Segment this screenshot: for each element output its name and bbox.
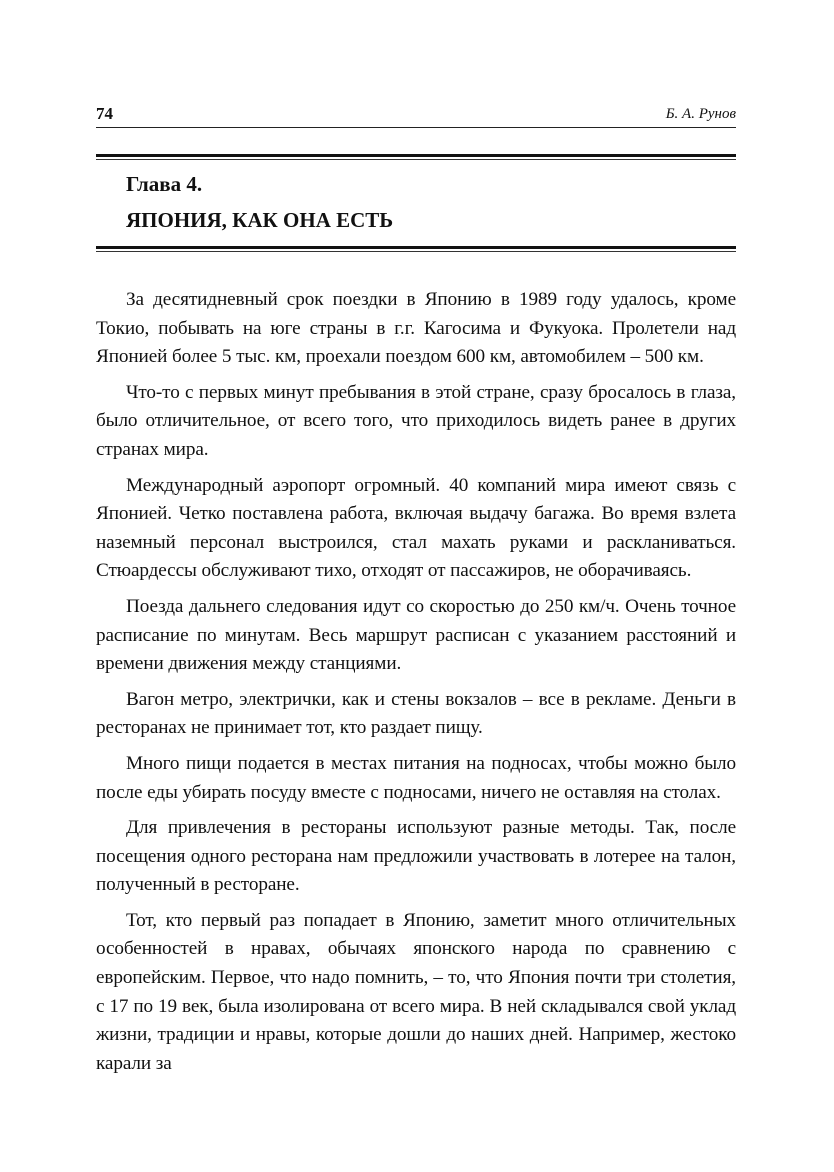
body-text xyxy=(96,286,736,1085)
chapter-title: ЯПОНИЯ, КАК ОНА ЕСТЬ xyxy=(126,208,394,232)
chapter-top-rule-thin xyxy=(96,159,736,160)
paragraph: Что-то с первых минут пребывания в этой стране, сразу бросалось в глаза, было отличительное, от всего того, что приходилось видеть ранее в других странах мира. xyxy=(96,381,736,460)
running-header-author: Б. А. Рунов xyxy=(665,106,736,122)
page-header xyxy=(96,104,736,128)
chapter-bottom-rule-thick xyxy=(96,246,736,249)
header-rule xyxy=(96,127,736,128)
page-number: 74 xyxy=(96,104,113,123)
paragraph: Для привлечения в рестораны используют разные методы. Так, после посещения одного ресторана нам предложили участвовать в лотерее на талон, полученный в ресторане. xyxy=(96,817,736,896)
chapter-bottom-rule-thin xyxy=(96,251,736,252)
paragraph: Поезда дальнего следования идут со скоростью до 250 км/ч. Очень точное расписание по минутам. Весь маршрут расписан с указанием расстояний и времени движения между станциями. xyxy=(96,595,736,675)
paragraph: Вагон метро, электрички, как и стены вокзалов – все в рекламе. Деньги в ресторанах не принимает тот, кто раздает пищу. xyxy=(96,688,736,739)
chapter-label: Глава 4. xyxy=(126,172,203,196)
paragraph: Много пищи подается в местах питания на подносах, чтобы можно было после еды убирать посуду вместе с подносами, ничего не оставляя на столах. xyxy=(96,752,736,803)
paragraph: Международный аэропорт огромный. 40 компаний мира имеют связь с Японией. Четко поставлена работа, включая выдачу багажа. Во время взлета наземный персонал выстроился, стал махать руками и раскланиваться. Стюардессы обслуживают тихо, отходят от пассажиров, не оборачиваясь. xyxy=(96,474,736,582)
chapter-top-rule-thick xyxy=(96,154,736,157)
paragraph: За десятидневный срок поездки в Японию в 1989 году удалось, кроме Токио, побывать на юге страны в г.г. Кагосима и Фукуока. Пролетели над Японией более 5 тыс. км, проехали поездом 600 км, автомобилем – 500 км. xyxy=(96,289,736,368)
paragraph: Тот, кто первый раз попадает в Японию, заметит много отличительных особенностей в нравах, обычаях японского народа по сравнению с европейским. Первое, что надо помнить, – то, что Япония почти три столетия, с 17 по 19 век, была изолирована от всего мира. В ней складывался свой уклад жизни, традиции и нравы, которые дошли до наших дней. Например, жестоко карали за xyxy=(96,909,736,1074)
